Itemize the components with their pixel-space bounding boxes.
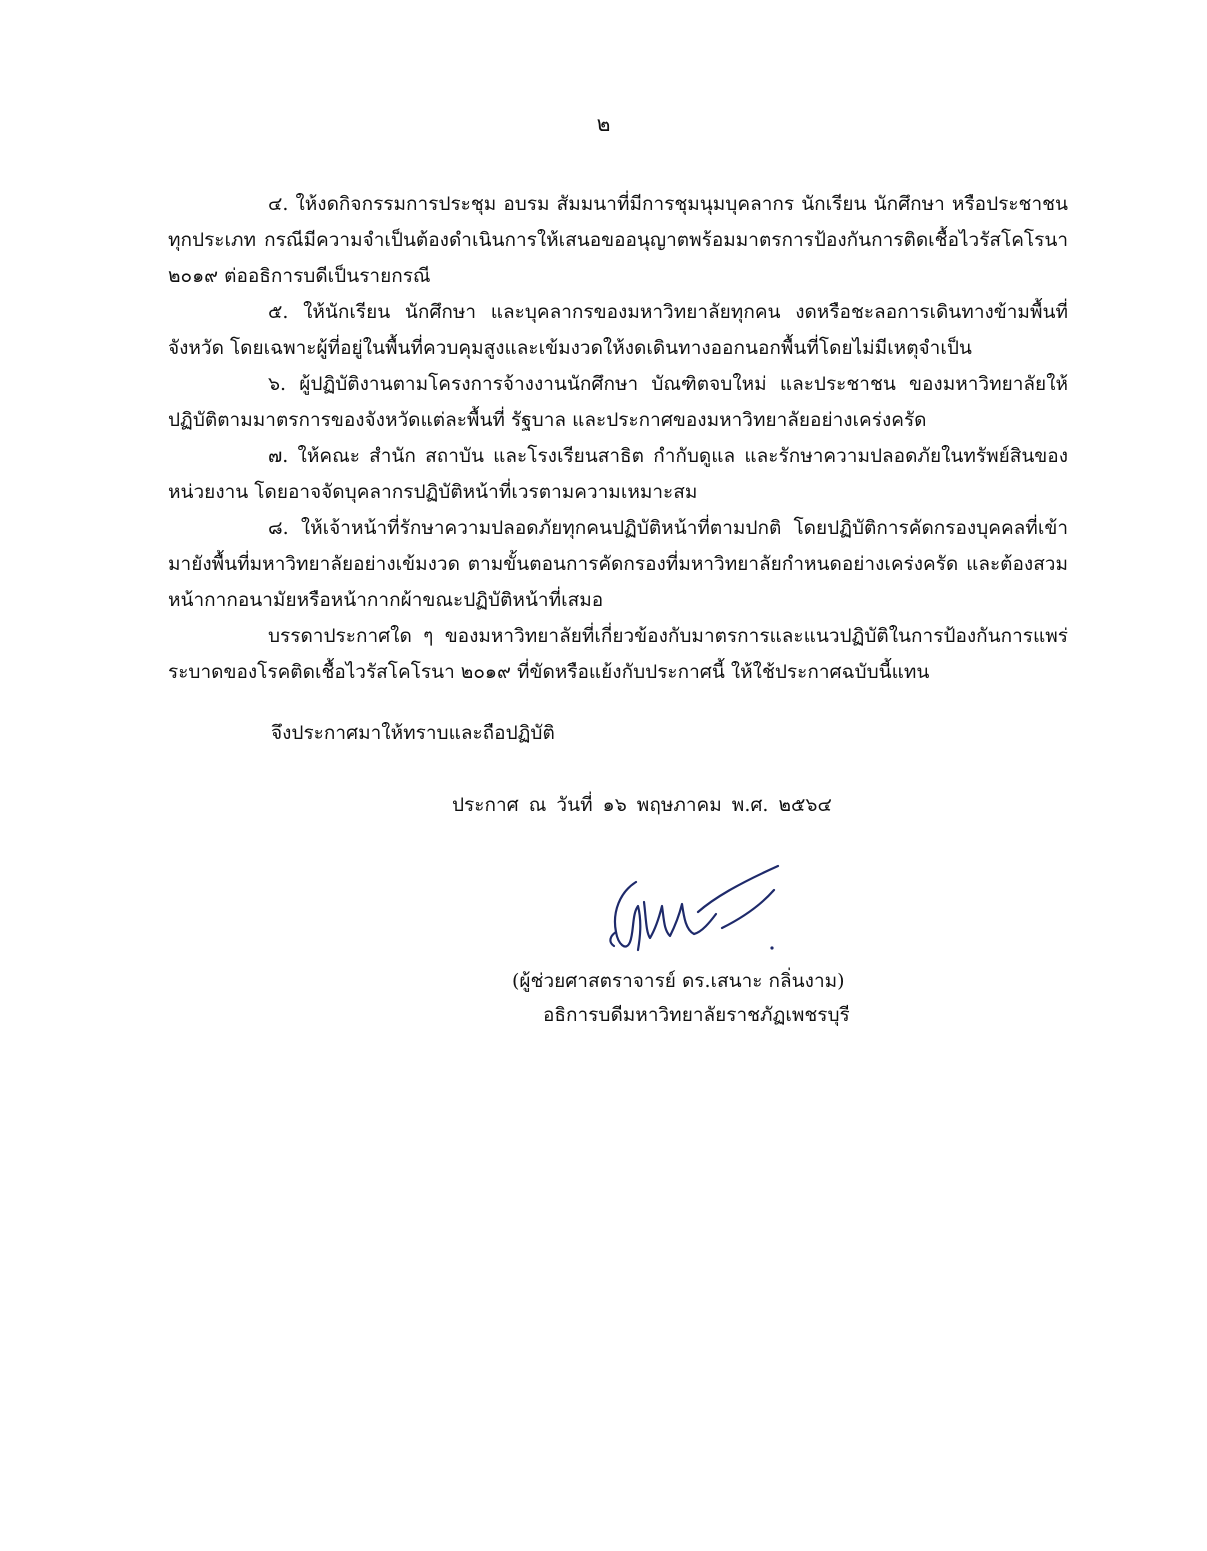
clause-8: ๘. ให้เจ้าหน้าที่รักษาความปลอดภัยทุกคนปฏิบัติหน้าที่ตามปกติ โดยปฏิบัติการคัดกรองบุคคลที่เข้ามายังพื้นที่มหาวิทยาลัยอย่างเข้มงวด ตามขั้นตอนการคัดกรองที่มหาวิทยาลัยกำหนดอย่างเคร่งครัด และต้องสวมหน้ากากอนามัยหรือหน้ากากผ้าขณะปฏิบัติหน้าที่เสมอ bbox=[168, 517, 1068, 611]
clause-4: ๔. ให้งดกิจกรรมการประชุม อบรม สัมมนาที่มีการชุมนุมบุคลากร นักเรียน นักศึกษา หรือประชาชน ทุกประเภท กรณีมีความจำเป็นต้องดำเนินการให้เสนอขออนุญาตพร้อมมาตรการป้องกันการติดเชื้อไวรัสโคโรนา ๒๐๑๙ ต่ออธิการบดีเป็นรายกรณี bbox=[168, 193, 1068, 287]
clause-6: ๖. ผู้ปฏิบัติงานตามโครงการจ้างงานนักศึกษา บัณฑิตจบใหม่ และประชาชน ของมหาวิทยาลัยให้ปฏิบัติตามมาตรการของจังหวัดแต่ละพื้นที่ รัฐบาล และประกาศของมหาวิทยาลัยอย่างเคร่งครัด bbox=[168, 373, 1068, 431]
clause-7: ๗. ให้คณะ สำนัก สถาบัน และโรงเรียนสาธิต กำกับดูแล และรักษาความปลอดภัยในทรัพย์สินของหน่วยงาน โดยอาจจัดบุคลากรปฏิบัติหน้าที่เวรตามความเหมาะสม bbox=[168, 445, 1068, 503]
announcement-date: ประกาศ ณ วันที่ ๑๖ พฤษภาคม พ.ศ. ๒๕๖๔ bbox=[452, 794, 832, 816]
handwritten-signature bbox=[602, 862, 782, 954]
announcement-body bbox=[168, 186, 1068, 690]
supersede-clause: บรรดาประกาศใด ๆ ของมหาวิทยาลัยที่เกี่ยวข้องกับมาตรการและแนวปฏิบัติในการป้องกันการแพร่ระบาดของโรคติดเชื้อไวรัสโคโรนา ๒๐๑๙ ที่ขัดหรือแย้งกับประกาศนี้ ให้ใช้ประกาศฉบับนี้แทน bbox=[168, 625, 1068, 683]
closing-statement: จึงประกาศมาให้ทราบและถือปฏิบัติ bbox=[271, 722, 555, 744]
clause-5: ๕. ให้นักเรียน นักศึกษา และบุคลากรของมหาวิทยาลัยทุกคน งดหรือชะลอการเดินทางข้ามพื้นที่จังหวัด โดยเฉพาะผู้ที่อยู่ในพื้นที่ควบคุมสูงและเข้มงวดให้งดเดินทางออกนอกพื้นที่โดยไม่มีเหตุจำเป็น bbox=[168, 301, 1068, 359]
signer-name: (ผู้ช่วยศาสตราจารย์ ดร.เสนาะ กลิ่นงาม) bbox=[512, 970, 845, 992]
page-number: ๒ bbox=[596, 112, 611, 136]
signer-position: อธิการบดีมหาวิทยาลัยราชภัฏเพชรบุรี bbox=[543, 1004, 850, 1026]
